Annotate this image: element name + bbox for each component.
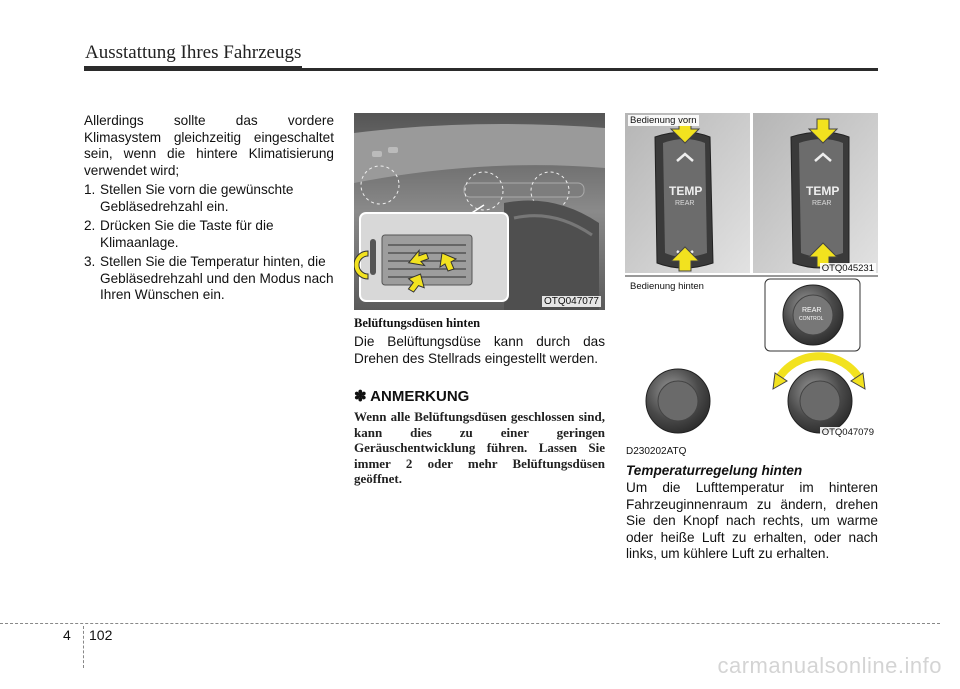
step-number: 3. bbox=[84, 254, 96, 269]
section-code: D230202ATQ bbox=[626, 446, 687, 457]
figure-code-top: OTQ045231 bbox=[821, 263, 874, 274]
header-rule bbox=[84, 68, 878, 71]
intro-paragraph: Allerdings sollte das vordere Klimasystem gleichzeitig eingeschaltet sein, wenn die hintere Klimatisierung verwendet wird; bbox=[84, 113, 334, 178]
rear-button-label-2: REAR bbox=[812, 200, 832, 207]
knob-rear-label: REAR bbox=[802, 307, 822, 314]
section-body: Um die Lufttemperatur im hinteren Fahrzeuginnenraum zu ändern, drehen Sie den Knopf nach rechts, um warme oder heiße Luft zu erhalten, oder nach links, um kühlere Luft zu erhalten. bbox=[626, 480, 878, 561]
temp-button-label: TEMP bbox=[669, 184, 703, 198]
page-header-title: Ausstattung Ihres Fahrzeugs bbox=[85, 42, 302, 63]
page-number: 102 bbox=[89, 627, 113, 643]
step-text: Stellen Sie vorn die gewünschte Gebläsedrehzahl ein. bbox=[100, 182, 294, 214]
step-text: Drücken Sie die Taste für die Klimaanlage. bbox=[100, 218, 274, 250]
column-3 bbox=[626, 446, 878, 563]
section-heading: Temperaturregelung hinten bbox=[626, 463, 803, 478]
vent-description: Die Belüftungsdüse kann durch das Drehen des Stellrads eingestellt werden. bbox=[354, 334, 605, 366]
watermark: carmanualsonline.info bbox=[717, 653, 942, 678]
step-text: Stellen Sie die Temperatur hinten, die Gebläsedrehzahl und den Modus nach Ihren Wünschen ein. bbox=[100, 254, 334, 302]
note-heading: ✽ ANMERKUNG bbox=[354, 388, 470, 405]
temp-button-label-2: TEMP bbox=[806, 184, 840, 198]
column-1 bbox=[84, 113, 334, 307]
figure-code: OTQ047077 bbox=[543, 296, 599, 307]
rear-vents-drawing bbox=[354, 113, 605, 310]
steps-list bbox=[84, 182, 334, 304]
rear-control-label: Bedienung hinten bbox=[630, 281, 704, 292]
list-item bbox=[84, 182, 334, 215]
front-control-label: Bedienung vorn bbox=[630, 115, 697, 126]
temperature-controls-drawing bbox=[625, 113, 878, 440]
rear-vents-illustration bbox=[354, 113, 605, 310]
step-number: 2. bbox=[84, 218, 96, 233]
figure-title: Belüftungsdüsen hinten bbox=[354, 316, 481, 330]
step-number: 1. bbox=[84, 182, 96, 197]
footer-divider bbox=[83, 626, 84, 668]
figure-code-bottom: OTQ047079 bbox=[821, 427, 874, 438]
knob-control-label: CONTROL bbox=[799, 316, 824, 322]
chapter-number: 4 bbox=[63, 627, 71, 643]
column-2 bbox=[354, 316, 605, 487]
rear-button-label: REAR bbox=[675, 200, 695, 207]
list-item bbox=[84, 218, 334, 251]
temperature-controls-illustration bbox=[625, 113, 878, 440]
note-body: Wenn alle Belüftungsdüsen geschlossen sind, kann dies zu einer geringen Geräuschentwicklung führen. Lassen Sie immer 2 oder mehr Belüftungsdüsen geöffnet. bbox=[354, 409, 605, 486]
footer-rule bbox=[0, 623, 940, 624]
list-item bbox=[84, 254, 334, 304]
